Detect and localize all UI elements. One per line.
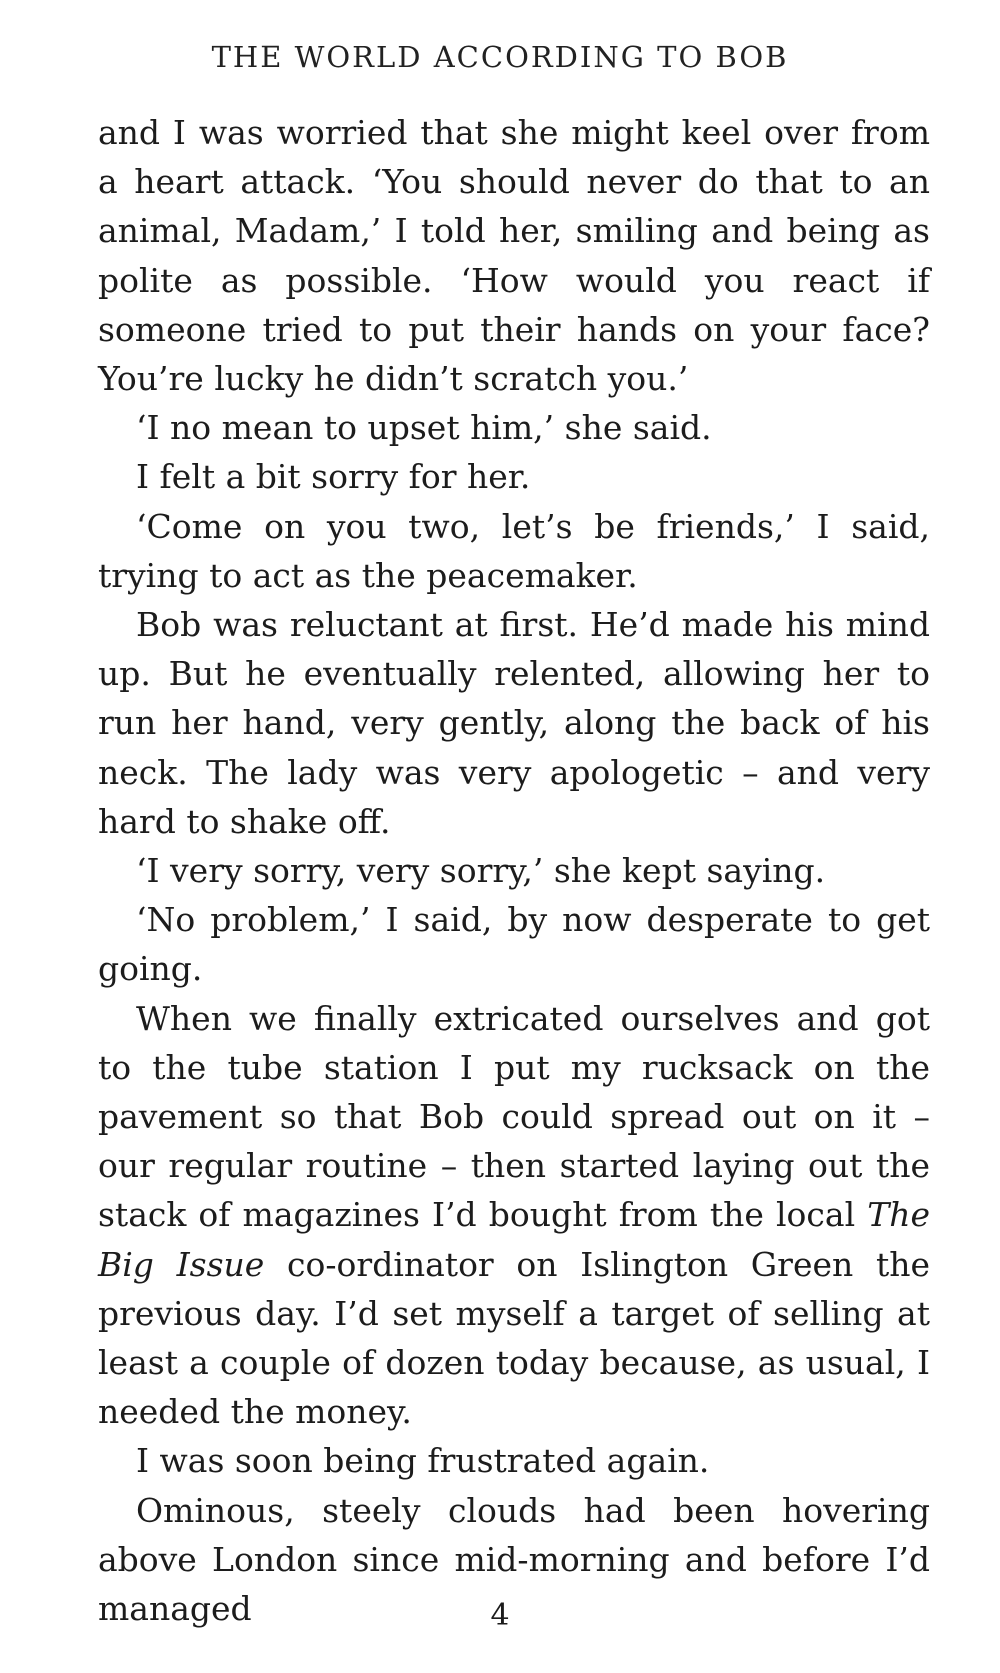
paragraph: ‘I very sorry, very sorry,’ she kept saying.: [136, 851, 826, 891]
paragraph: Ominous, steely clouds had been hovering above London since mid-morning and before I’d managed: [98, 1490, 930, 1629]
paragraph: [98, 994, 930, 1437]
paragraph-text: When we finally extricated ourselves and got to the tube station I put my rucksack on the pavement so that Bob could spread out on it – our regular routine – then started laying out the stack of magazines I’d bought from the local: [98, 998, 930, 1235]
paragraph-text: co-ordinator on Islington Green the previous day. I’d set myself a target of selling at least a couple of dozen today because, as usual, I needed the money.: [98, 1244, 931, 1432]
paragraph: and I was worried that she might keel over from a heart attack. ‘You should never do that to an animal, Madam,’ I told her, smiling and being as polite as possible. ‘How would you react if someone tried to put their hands on your face? You’re lucky he didn’t scratch you.’: [98, 113, 930, 399]
paragraph: I felt a bit sorry for her.: [136, 457, 531, 497]
paragraph: I was soon being frustrated again.: [136, 1441, 710, 1481]
body-text: [98, 108, 930, 1633]
paragraph: ‘Come on you two, let’s be friends,’ I said, trying to act as the peacemaker.: [98, 506, 930, 595]
paragraph: ‘I no mean to upset him,’ she said.: [136, 408, 712, 448]
paragraph: Bob was reluctant at first. He’d made his mind up. But he eventually relented, allowing her to run her hand, very gently, along the back of his neck. The lady was very apologetic – and very hard to shake off.: [98, 605, 930, 841]
publication-title: The Big Issue: [98, 1195, 930, 1284]
page-number: 4: [490, 1598, 510, 1633]
paragraph: ‘No problem,’ I said, by now desperate to get going.: [98, 900, 930, 989]
running-head: THE WORLD ACCORDING TO BOB: [211, 40, 789, 74]
